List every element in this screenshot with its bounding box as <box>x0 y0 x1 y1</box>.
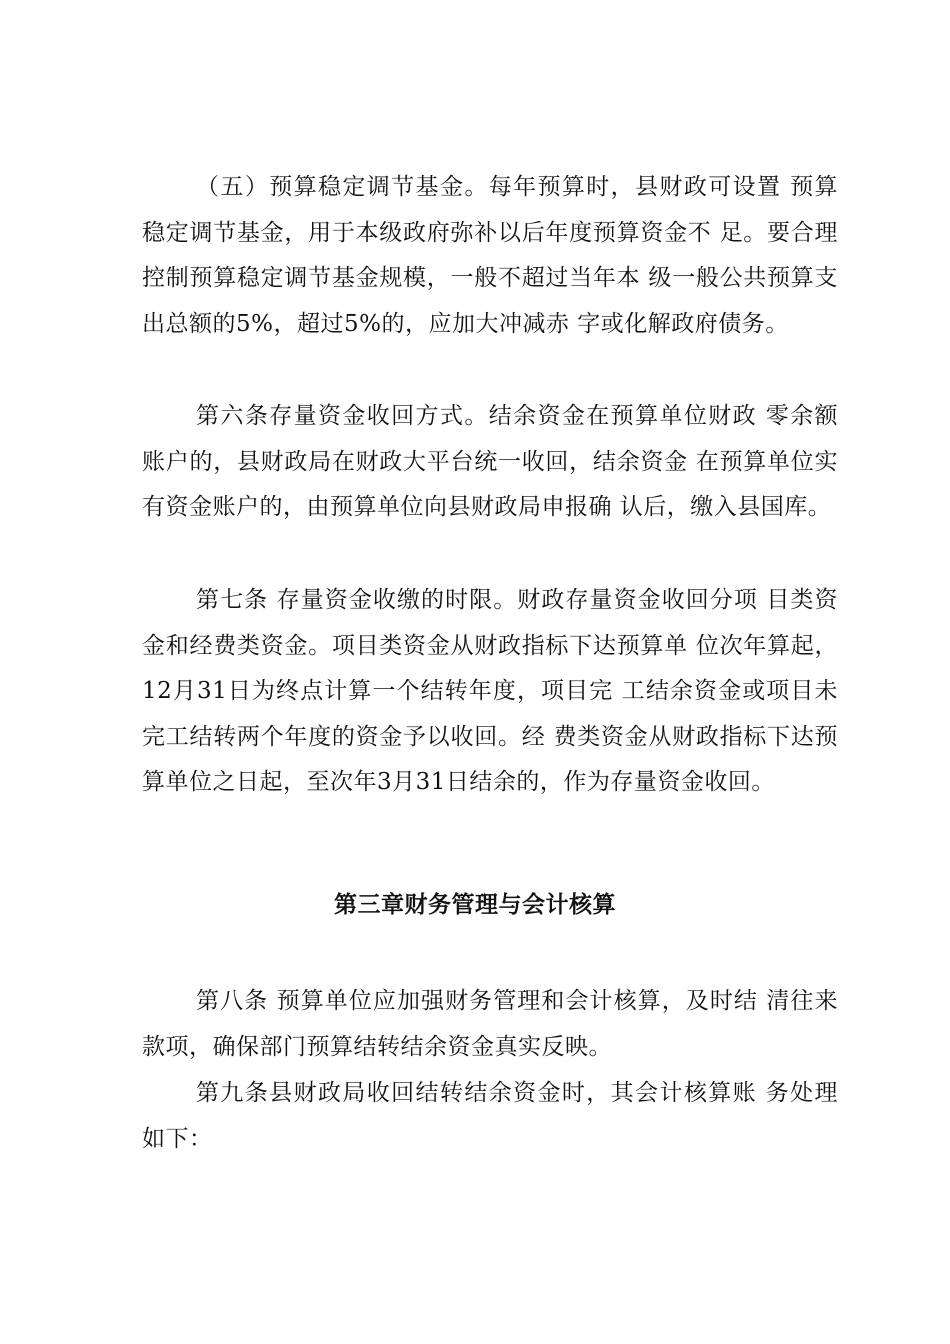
paragraph-article-6: 第六条存量资金收回方式。结余资金在预算单位财政 零余额账户的，县财政局在财政大平台统一收回，结余资金 在预算单位实有资金账户的，由预算单位向县财政局申报确 认后，缴入县国库。 <box>142 403 838 520</box>
chapter-heading: 第三章财务管理与会计核算 <box>334 891 616 918</box>
paragraph-article-8: 第八条 预算单位应加强财务管理和会计核算，及时结 清往来款项，确保部门预算结转结余资金真实反映。 <box>142 988 838 1060</box>
paragraph-article-7: 第七条 存量资金收缴的时限。财政存量资金收回分项 目类资金和经费类资金。项目类资金从财政指标下达预算单 位次年算起，12月31日为终点计算一个结转年度，项目完 工结余资金或项目未完工结转两个年度的资金予以收回。经 费类资金从财政指标下达预算单位之日起，至次年3月31日结余的，作为存量资金收回。 <box>142 587 838 795</box>
paragraph-budget-stabilization-fund: （五）预算稳定调节基金。每年预算时，县财政可设置 预算稳定调节基金，用于本级政府弥补以后年度预算资金不 足。要合理控制预算稳定调节基金规模，一般不超过当年本 级一般公共预算支出总额的5%，超过5%的，应加大冲减赤 字或化解政府债务。 <box>142 174 838 337</box>
paragraph-article-9: 第九条县财政局收回结转结余资金时，其会计核算账 务处理如下： <box>142 1080 838 1152</box>
